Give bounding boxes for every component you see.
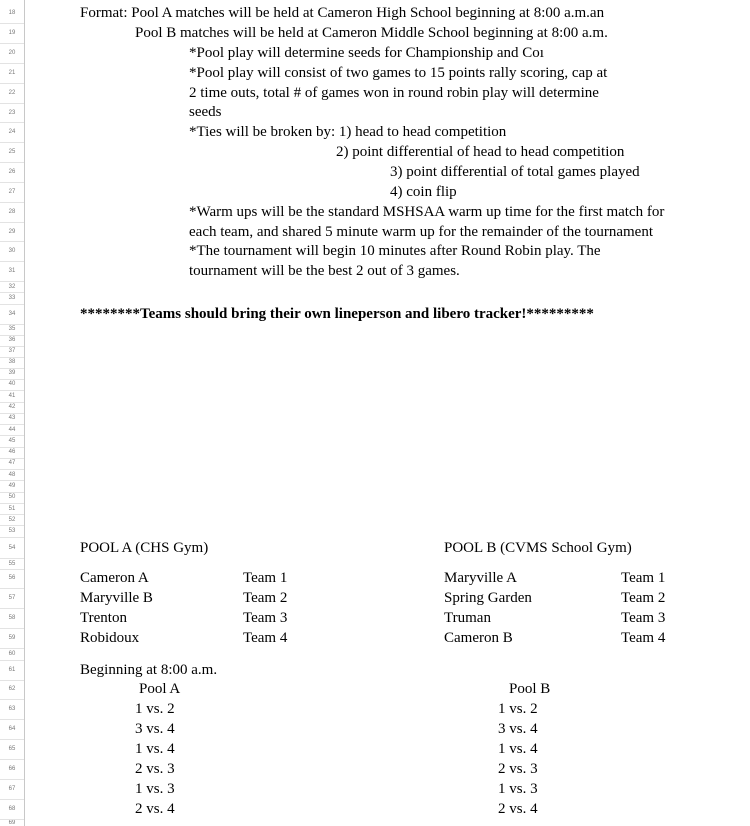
pool-a-team-name[interactable]: Trenton: [80, 609, 127, 626]
row-divider: [0, 261, 24, 262]
pool-b-team-number[interactable]: Team 1: [621, 569, 666, 586]
pool-a-match[interactable]: 2 vs. 4: [135, 800, 175, 817]
row-divider: [0, 514, 24, 515]
row-number[interactable]: 64: [8, 726, 16, 732]
pool-b-team-name[interactable]: Truman: [444, 609, 491, 626]
pool-a-schedule-label[interactable]: Pool A: [139, 680, 181, 697]
pool-b-match[interactable]: 1 vs. 2: [498, 700, 538, 717]
format-line[interactable]: 3) point differential of total games played: [390, 163, 640, 180]
row-divider: [0, 759, 24, 760]
row-divider: [0, 23, 24, 24]
row-divider: [0, 162, 24, 163]
pool-b-team-name[interactable]: Maryville A: [444, 569, 517, 586]
pool-a-team-number[interactable]: Team 1: [243, 569, 288, 586]
row-number[interactable]: 43: [8, 415, 16, 421]
row-number[interactable]: 65: [8, 746, 16, 752]
format-line[interactable]: 2) point differential of head to head competition: [336, 143, 625, 160]
row-number[interactable]: 44: [8, 427, 16, 433]
row-divider: [0, 346, 24, 347]
pool-b-match[interactable]: 1 vs. 3: [498, 780, 538, 797]
row-divider: [0, 413, 24, 414]
row-divider: [0, 525, 24, 526]
row-number[interactable]: 46: [8, 449, 16, 455]
row-number[interactable]: 24: [8, 129, 16, 135]
row-number[interactable]: 36: [8, 337, 16, 343]
row-divider: [0, 304, 24, 305]
row-divider: [0, 390, 24, 391]
pool-b-team-number[interactable]: Team 3: [621, 609, 666, 626]
row-number[interactable]: 27: [8, 189, 16, 195]
pool-b-team-name[interactable]: Cameron B: [444, 629, 513, 646]
pool-b-title[interactable]: POOL B (CVMS School Gym): [444, 539, 632, 556]
row-divider: [0, 458, 24, 459]
row-number[interactable]: 32: [8, 284, 16, 290]
row-divider: [0, 819, 24, 820]
row-divider: [0, 699, 24, 700]
format-line[interactable]: Pool B matches will be held at Cameron Middle School beginning at 8:00 a.m.: [135, 24, 608, 41]
row-number[interactable]: 52: [8, 517, 16, 523]
pool-a-team-number[interactable]: Team 2: [243, 589, 288, 606]
pool-a-match[interactable]: 1 vs. 4: [135, 740, 175, 757]
row-number[interactable]: 41: [8, 393, 16, 399]
pool-b-team-number[interactable]: Team 4: [621, 629, 666, 646]
row-number[interactable]: 66: [8, 766, 16, 772]
row-divider: [0, 779, 24, 780]
row-divider: [0, 202, 24, 203]
row-divider: [0, 241, 24, 242]
schedule-heading[interactable]: Beginning at 8:00 a.m.: [80, 661, 218, 678]
row-divider: [0, 142, 24, 143]
pool-b-match[interactable]: 2 vs. 4: [498, 800, 538, 817]
row-divider: [0, 648, 24, 649]
row-divider: [0, 281, 24, 282]
row-number[interactable]: 29: [8, 229, 16, 235]
row-divider: [0, 402, 24, 403]
row-divider: [0, 719, 24, 720]
format-line[interactable]: seeds: [189, 103, 222, 120]
format-line[interactable]: tournament will be the best 2 out of 3 games.: [189, 262, 460, 279]
row-divider: [0, 435, 24, 436]
row-number[interactable]: 62: [8, 686, 16, 692]
pool-a-team-name[interactable]: Cameron A: [80, 569, 149, 586]
row-divider: [0, 357, 24, 358]
row-number[interactable]: 28: [8, 209, 16, 215]
row-number[interactable]: 63: [8, 706, 16, 712]
format-line[interactable]: *Pool play will consist of two games to 15 points rally scoring, cap at: [189, 64, 608, 81]
row-number[interactable]: 26: [8, 169, 16, 175]
pool-b-match[interactable]: 1 vs. 4: [498, 740, 538, 757]
row-divider: [0, 222, 24, 223]
pool-a-match[interactable]: 1 vs. 2: [135, 700, 175, 717]
row-number[interactable]: 31: [8, 268, 16, 274]
row-number[interactable]: 68: [8, 806, 16, 812]
row-number[interactable]: 33: [8, 295, 16, 301]
row-divider: [0, 63, 24, 64]
pool-a-match[interactable]: 2 vs. 3: [135, 760, 175, 777]
format-line[interactable]: Format: Pool A matches will be held at Cameron High School beginning at 8:00 a.m.an: [80, 5, 605, 21]
row-divider: [0, 628, 24, 629]
format-line[interactable]: each team, and shared 5 minute warm up for the remainder of the tournament: [189, 223, 653, 240]
row-divider: [0, 103, 24, 104]
row-divider: [0, 424, 24, 425]
row-number[interactable]: 67: [8, 786, 16, 792]
row-number[interactable]: 47: [8, 460, 16, 466]
row-number[interactable]: 22: [8, 90, 16, 96]
pool-b-team-number[interactable]: Team 2: [621, 589, 666, 606]
row-divider: [0, 83, 24, 84]
row-divider: [0, 182, 24, 183]
row-divider: [0, 799, 24, 800]
pool-a-team-number[interactable]: Team 3: [243, 609, 288, 626]
row-number[interactable]: 21: [8, 70, 16, 76]
pool-b-team-name[interactable]: Spring Garden: [444, 589, 532, 606]
row-number[interactable]: 53: [8, 528, 16, 534]
pool-b-match[interactable]: 2 vs. 3: [498, 760, 538, 777]
pool-b-schedule-label[interactable]: Pool B: [509, 680, 551, 697]
row-divider: [0, 324, 24, 325]
row-divider: [0, 588, 24, 589]
pool-a-team-name[interactable]: Maryville B: [80, 589, 153, 606]
row-divider: [0, 558, 24, 559]
row-number[interactable]: 23: [8, 110, 16, 116]
row-number[interactable]: 45: [8, 438, 16, 444]
row-number[interactable]: 55: [8, 561, 16, 567]
row-divider: [0, 43, 24, 44]
row-divider: [0, 503, 24, 504]
format-line[interactable]: *The tournament will begin 10 minutes after Round Robin play. The: [189, 242, 601, 259]
pool-a-title[interactable]: POOL A (CHS Gym): [80, 539, 209, 556]
format-line[interactable]: *Ties will be broken by: 1) head to head competition: [189, 123, 507, 140]
row-number[interactable]: 35: [8, 326, 16, 332]
row-number[interactable]: 48: [8, 472, 16, 478]
row-number[interactable]: 18: [8, 10, 16, 16]
pool-a-team-name[interactable]: Robidoux: [80, 629, 140, 646]
row-divider: [0, 569, 24, 570]
row-number[interactable]: 50: [8, 494, 16, 500]
row-number[interactable]: 54: [8, 545, 16, 551]
row-divider: [0, 537, 24, 538]
row-divider: [0, 292, 24, 293]
row-number[interactable]: 20: [8, 50, 16, 56]
format-line[interactable]: *Warm ups will be the standard MSHSAA warm up time for the first match for: [189, 204, 665, 220]
format-line[interactable]: 4) coin flip: [390, 183, 457, 200]
row-divider: [0, 379, 24, 380]
row-divider: [0, 447, 24, 448]
row-divider: [0, 608, 24, 609]
row-number[interactable]: 42: [8, 404, 16, 410]
row-number[interactable]: 58: [8, 615, 16, 621]
row-divider: [0, 122, 24, 123]
row-number[interactable]: 39: [8, 370, 16, 376]
row-number[interactable]: 49: [8, 483, 16, 489]
row-divider: [0, 368, 24, 369]
row-number[interactable]: 61: [8, 667, 16, 673]
row-number[interactable]: 57: [8, 595, 16, 601]
row-number[interactable]: 69: [8, 820, 16, 826]
row-divider: [0, 469, 24, 470]
format-line[interactable]: 2 time outs, total # of games won in round robin play will determine: [189, 84, 599, 101]
row-number[interactable]: 34: [8, 311, 16, 317]
row-number[interactable]: 59: [8, 635, 16, 641]
row-number[interactable]: 56: [8, 575, 16, 581]
row-divider: [0, 680, 24, 681]
row-number[interactable]: 60: [8, 651, 16, 657]
row-number[interactable]: 51: [8, 506, 16, 512]
row-divider: [0, 480, 24, 481]
pool-a-team-number[interactable]: Team 4: [243, 629, 288, 646]
row-number[interactable]: 37: [8, 348, 16, 354]
pool-a-match[interactable]: 3 vs. 4: [135, 720, 175, 737]
format-line[interactable]: *Pool play will determine seeds for Championship and Coı: [189, 45, 544, 61]
row-divider: [0, 335, 24, 336]
pool-b-match[interactable]: 3 vs. 4: [498, 720, 538, 737]
row-number[interactable]: 38: [8, 359, 16, 365]
row-number[interactable]: 25: [8, 149, 16, 155]
row-number[interactable]: 30: [8, 248, 16, 254]
row-number[interactable]: 40: [8, 381, 16, 387]
row-divider: [0, 492, 24, 493]
row-divider: [0, 739, 24, 740]
row-divider: [0, 660, 24, 661]
pool-a-match[interactable]: 1 vs. 3: [135, 780, 175, 797]
row-number[interactable]: 19: [8, 30, 16, 36]
notice-banner[interactable]: ********Teams should bring their own lineperson and libero tracker!*********: [80, 305, 594, 322]
